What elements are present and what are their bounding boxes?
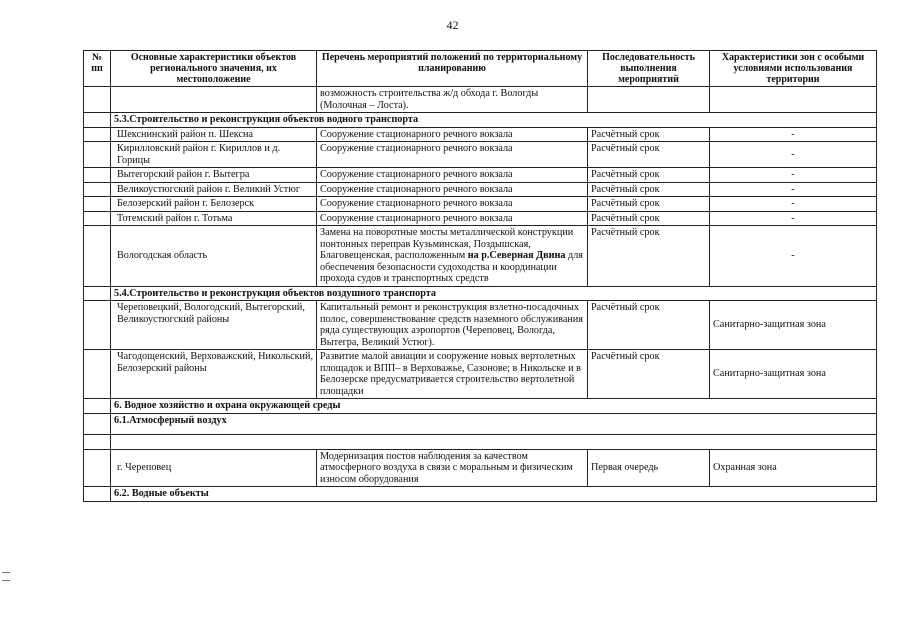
- subsection-title: 6.2. Водные объекты: [111, 487, 877, 502]
- river-name: на р.Северная Двина: [467, 250, 566, 261]
- measure-cell: Модернизация постов наблюдения за качеством атмосферного воздуха в связи с моральным и физическим износом оборудования: [317, 449, 588, 487]
- measure-cell: Сооружение стационарного речного вокзала: [317, 211, 588, 226]
- section-heading-row: [84, 113, 877, 128]
- measure-cell: Сооружение стационарного речного вокзала: [317, 168, 588, 183]
- zone-cell: -: [710, 142, 877, 168]
- place-cell: Череповецкий, Вологодский, Вытегорский, Великоустюгский районы: [111, 301, 317, 350]
- subsection-title: 6.1.Атмосферный воздух: [111, 413, 877, 434]
- table-row: [84, 350, 877, 399]
- zone-cell: -: [710, 182, 877, 197]
- measure-cell: Капитальный ремонт и реконструкция взлетно-посадочных полос, совершенствование средств наземного обслуживания ряда существующих аэропортов (Череповец, Вологда, Вытегра, Великий Устюг).: [317, 301, 588, 350]
- term-cell: Первая очередь: [588, 449, 710, 487]
- term-cell: Расчётный срок: [588, 226, 710, 287]
- term-cell: Расчётный срок: [588, 350, 710, 399]
- term-cell: Расчётный срок: [588, 168, 710, 183]
- place-cell: Великоустюгский район г. Великий Устюг: [111, 182, 317, 197]
- section-heading-row: [84, 286, 877, 301]
- table-row: [84, 127, 877, 142]
- section-heading-row: [84, 399, 877, 414]
- table-row: [84, 301, 877, 350]
- measure-cell: возможность строительства ж/д обхода г. Вологды (Молочная – Лоста).: [317, 87, 588, 113]
- zone-cell: Санитарно-защитная зона: [710, 350, 877, 399]
- zone-cell: -: [710, 168, 877, 183]
- zone-cell: -: [710, 211, 877, 226]
- zone-cell: Охранная зона: [710, 449, 877, 487]
- header-sequence: Последовательность выполнения мероприятий: [588, 51, 710, 87]
- planning-table: [83, 50, 877, 502]
- table-row: [84, 182, 877, 197]
- measure-cell: Замена на поворотные мосты металлической конструкции понтонных переправ Кузьминская, Поздышская, Благовещенская, расположенным на р.Северная Двина для обеспечения безопасности судоходства и координации прохода судов и транспортных средств: [317, 226, 588, 287]
- measure-cell: Сооружение стационарного речного вокзала: [317, 127, 588, 142]
- header-characteristics: Основные характеристики объектов регионального значения, их местоположение: [111, 51, 317, 87]
- section-title: 5.3.Строительство и реконструкция объектов водного транспорта: [111, 113, 877, 128]
- table-row: [84, 449, 877, 487]
- subsection-heading-row: [84, 487, 877, 502]
- measure-cell: Сооружение стационарного речного вокзала: [317, 142, 588, 168]
- place-cell: Кирилловский район г. Кириллов и д. Горицы: [111, 142, 317, 168]
- table-header-row: [84, 51, 877, 87]
- scan-mark: [2, 580, 10, 581]
- section-title: 5.4.Строительство и реконструкция объектов воздушного транспорта: [111, 286, 877, 301]
- term-cell: Расчётный срок: [588, 301, 710, 350]
- header-num: № пп: [84, 51, 111, 87]
- table-row: [84, 434, 877, 449]
- table-row: [84, 142, 877, 168]
- page-number: 42: [446, 18, 459, 32]
- measure-cell: Сооружение стационарного речного вокзала: [317, 182, 588, 197]
- subsection-heading-row: [84, 413, 877, 434]
- term-cell: Расчётный срок: [588, 127, 710, 142]
- place-cell: Чагодощенский, Верховажский, Никольский, Белозерский районы: [111, 350, 317, 399]
- measure-cell: Развитие малой авиации и сооружение новых вертолетных площадок и ВПП– в Верховажье, Сазонове; в Никольске и в Белозерске предусматривается строительство вертолетной площадки: [317, 350, 588, 399]
- term-cell: Расчётный срок: [588, 211, 710, 226]
- place-cell: Тотемский район г. Тотьма: [111, 211, 317, 226]
- place-cell: Шекснинский район п. Шексна: [111, 127, 317, 142]
- table-row: [84, 211, 877, 226]
- table-row: [84, 168, 877, 183]
- table-row: [84, 226, 877, 287]
- table-row: [84, 87, 877, 113]
- measure-cell: Сооружение стационарного речного вокзала: [317, 197, 588, 212]
- section-title: 6. Водное хозяйство и охрана окружающей среды: [111, 399, 877, 414]
- zone-cell: -: [710, 197, 877, 212]
- term-cell: Расчётный срок: [588, 182, 710, 197]
- term-cell: Расчётный срок: [588, 142, 710, 168]
- term-cell: Расчётный срок: [588, 197, 710, 212]
- place-cell: г. Череповец: [111, 449, 317, 487]
- zone-cell: -: [710, 226, 877, 287]
- scan-mark: [2, 572, 10, 573]
- zone-cell: Санитарно-защитная зона: [710, 301, 877, 350]
- place-cell: Белозерский район г. Белозерск: [111, 197, 317, 212]
- zone-cell: -: [710, 127, 877, 142]
- header-measures: Перечень мероприятий положений по территориальному планированию: [317, 51, 588, 87]
- place-cell: Вологодская область: [111, 226, 317, 287]
- header-zones: Характеристики зон с особыми условиями использования территории: [710, 51, 877, 87]
- place-cell: Вытегорский район г. Вытегра: [111, 168, 317, 183]
- table-row: [84, 197, 877, 212]
